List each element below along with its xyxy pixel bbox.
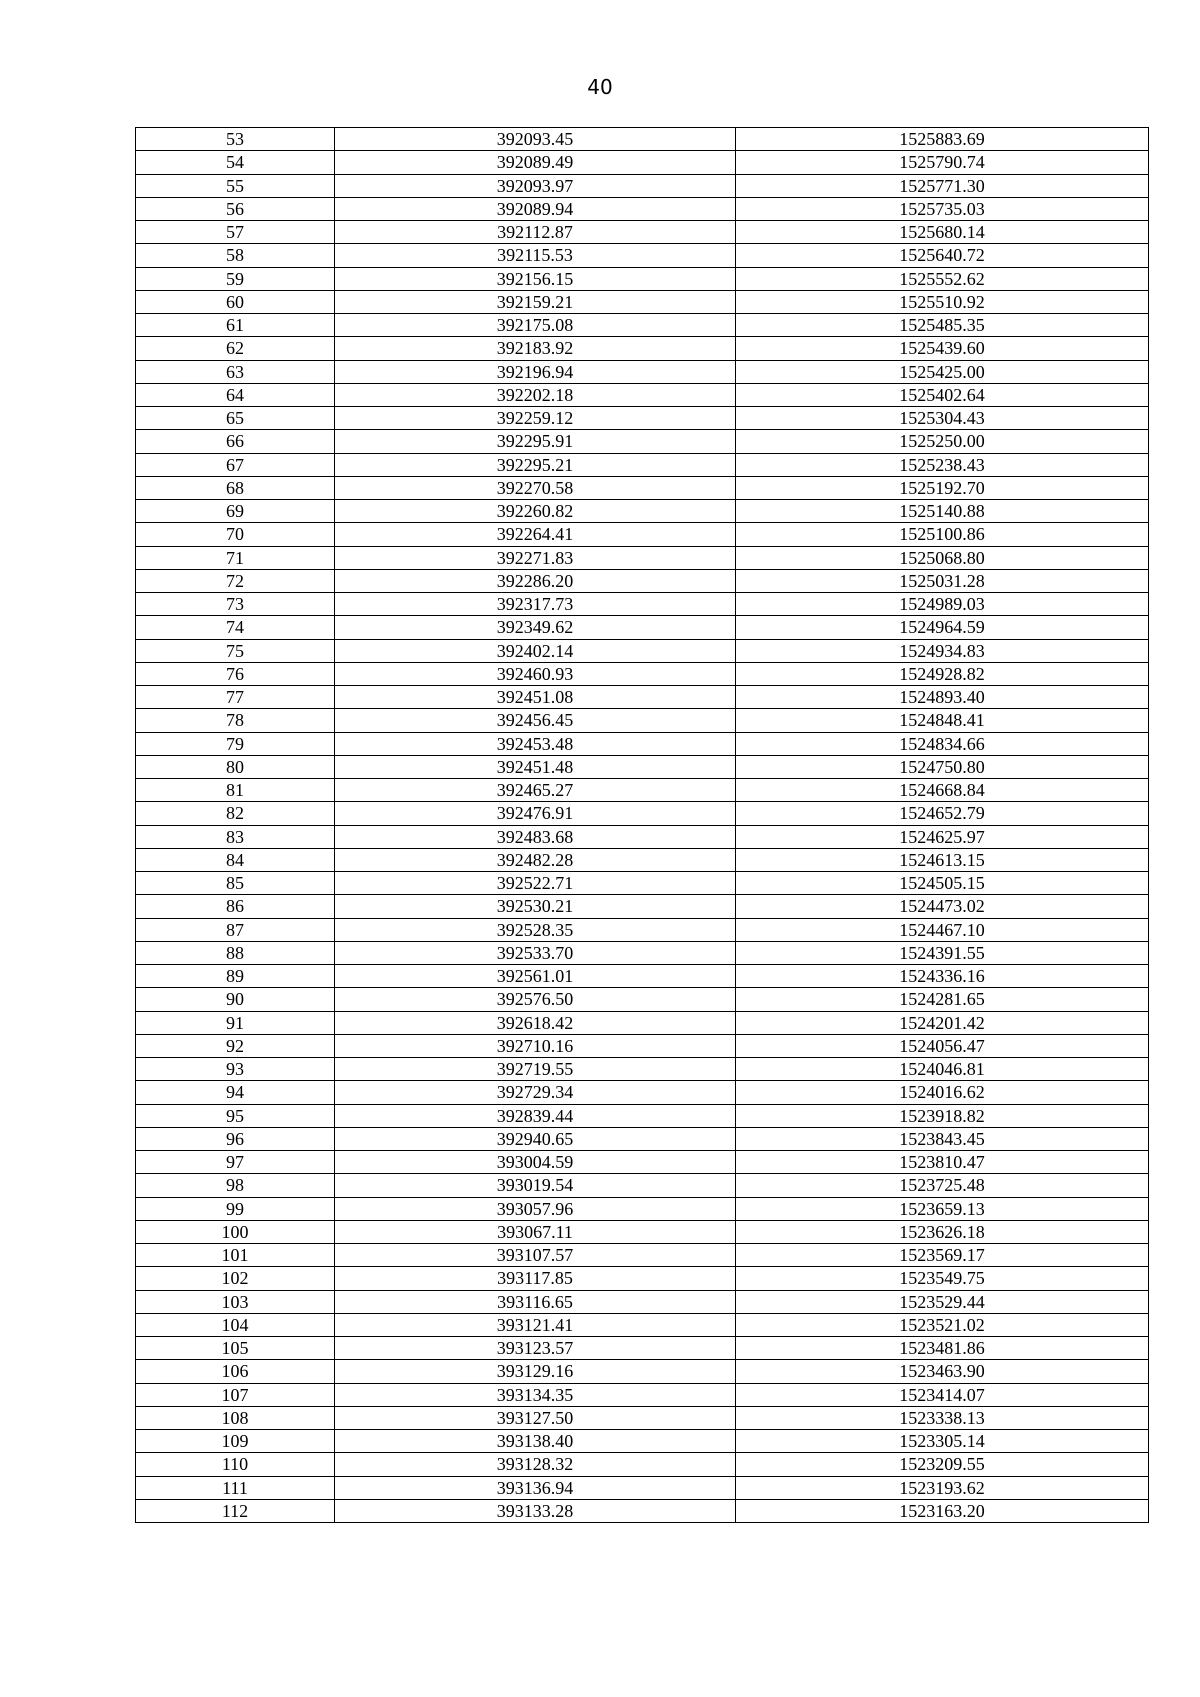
y-coordinate-cell: 1525510.92 [736,290,1149,313]
x-coordinate-cell: 393019.54 [335,1174,736,1197]
table-row [136,244,1149,267]
y-coordinate-cell: 1524056.47 [736,1034,1149,1057]
page-number: 40 [587,75,613,99]
x-coordinate-cell: 392576.50 [335,988,736,1011]
x-coordinate-cell: 392317.73 [335,593,736,616]
table-row [136,174,1149,197]
table-row [136,151,1149,174]
point-number-cell: 92 [136,1034,335,1057]
y-coordinate-cell: 1523843.45 [736,1127,1149,1150]
x-coordinate-cell: 392460.93 [335,662,736,685]
x-coordinate-cell: 393128.32 [335,1453,736,1476]
point-number-cell: 88 [136,941,335,964]
y-coordinate-cell: 1523626.18 [736,1220,1149,1243]
point-number-cell: 60 [136,290,335,313]
y-coordinate-cell: 1523725.48 [736,1174,1149,1197]
y-coordinate-cell: 1523338.13 [736,1406,1149,1429]
x-coordinate-cell: 393136.94 [335,1476,736,1499]
x-coordinate-cell: 392264.41 [335,523,736,546]
x-coordinate-cell: 393123.57 [335,1337,736,1360]
x-coordinate-cell: 392530.21 [335,895,736,918]
y-coordinate-cell: 1525485.35 [736,314,1149,337]
x-coordinate-cell: 393116.65 [335,1290,736,1313]
table-row [136,755,1149,778]
y-coordinate-cell: 1525068.80 [736,546,1149,569]
table-row [136,1313,1149,1336]
x-coordinate-cell: 392093.97 [335,174,736,197]
table-row [136,1244,1149,1267]
point-number-cell: 95 [136,1104,335,1127]
point-number-cell: 84 [136,848,335,871]
table-row [136,1383,1149,1406]
x-coordinate-cell: 392618.42 [335,1011,736,1034]
y-coordinate-cell: 1525250.00 [736,430,1149,453]
point-number-cell: 101 [136,1244,335,1267]
table-row [136,918,1149,941]
x-coordinate-cell: 392183.92 [335,337,736,360]
point-number-cell: 68 [136,476,335,499]
table-row [136,383,1149,406]
table-row [136,1430,1149,1453]
table-row [136,1267,1149,1290]
x-coordinate-cell: 392710.16 [335,1034,736,1057]
x-coordinate-cell: 392451.48 [335,755,736,778]
y-coordinate-cell: 1524046.81 [736,1058,1149,1081]
point-number-cell: 66 [136,430,335,453]
y-coordinate-cell: 1525439.60 [736,337,1149,360]
x-coordinate-cell: 392483.68 [335,825,736,848]
table-row [136,1127,1149,1150]
x-coordinate-cell: 393004.59 [335,1151,736,1174]
point-number-cell: 107 [136,1383,335,1406]
y-coordinate-cell: 1525031.28 [736,569,1149,592]
y-coordinate-cell: 1525735.03 [736,197,1149,220]
coordinates-table-body [136,128,1149,1523]
x-coordinate-cell: 392456.45 [335,709,736,732]
table-row [136,267,1149,290]
table-row [136,1290,1149,1313]
point-number-cell: 56 [136,197,335,220]
y-coordinate-cell: 1525771.30 [736,174,1149,197]
table-row [136,1104,1149,1127]
point-number-cell: 54 [136,151,335,174]
x-coordinate-cell: 392260.82 [335,500,736,523]
y-coordinate-cell: 1525425.00 [736,360,1149,383]
x-coordinate-cell: 392159.21 [335,290,736,313]
y-coordinate-cell: 1524016.62 [736,1081,1149,1104]
x-coordinate-cell: 392482.28 [335,848,736,871]
y-coordinate-cell: 1524467.10 [736,918,1149,941]
point-number-cell: 57 [136,221,335,244]
table-row [136,569,1149,592]
point-number-cell: 94 [136,1081,335,1104]
x-coordinate-cell: 392533.70 [335,941,736,964]
point-number-cell: 55 [136,174,335,197]
y-coordinate-cell: 1524625.97 [736,825,1149,848]
table-row [136,1011,1149,1034]
point-number-cell: 63 [136,360,335,383]
point-number-cell: 72 [136,569,335,592]
point-number-cell: 96 [136,1127,335,1150]
x-coordinate-cell: 392115.53 [335,244,736,267]
y-coordinate-cell: 1523209.55 [736,1453,1149,1476]
table-row [136,1174,1149,1197]
point-number-cell: 73 [136,593,335,616]
table-row [136,872,1149,895]
y-coordinate-cell: 1524834.66 [736,732,1149,755]
x-coordinate-cell: 393107.57 [335,1244,736,1267]
point-number-cell: 87 [136,918,335,941]
point-number-cell: 90 [136,988,335,1011]
table-row [136,639,1149,662]
x-coordinate-cell: 392839.44 [335,1104,736,1127]
y-coordinate-cell: 1525238.43 [736,453,1149,476]
x-coordinate-cell: 393134.35 [335,1383,736,1406]
point-number-cell: 111 [136,1476,335,1499]
y-coordinate-cell: 1524505.15 [736,872,1149,895]
y-coordinate-cell: 1524652.79 [736,802,1149,825]
y-coordinate-cell: 1524201.42 [736,1011,1149,1034]
x-coordinate-cell: 393067.11 [335,1220,736,1243]
table-row [136,732,1149,755]
point-number-cell: 86 [136,895,335,918]
point-number-cell: 112 [136,1499,335,1522]
table-row [136,802,1149,825]
point-number-cell: 106 [136,1360,335,1383]
point-number-cell: 82 [136,802,335,825]
point-number-cell: 108 [136,1406,335,1429]
table-row [136,1151,1149,1174]
point-number-cell: 77 [136,686,335,709]
x-coordinate-cell: 392940.65 [335,1127,736,1150]
x-coordinate-cell: 393138.40 [335,1430,736,1453]
x-coordinate-cell: 392451.08 [335,686,736,709]
x-coordinate-cell: 392089.49 [335,151,736,174]
y-coordinate-cell: 1524934.83 [736,639,1149,662]
y-coordinate-cell: 1523521.02 [736,1313,1149,1336]
y-coordinate-cell: 1525304.43 [736,407,1149,430]
table-row [136,407,1149,430]
point-number-cell: 61 [136,314,335,337]
table-row [136,662,1149,685]
y-coordinate-cell: 1524989.03 [736,593,1149,616]
x-coordinate-cell: 392175.08 [335,314,736,337]
table-row [136,290,1149,313]
table-row [136,988,1149,1011]
x-coordinate-cell: 392719.55 [335,1058,736,1081]
x-coordinate-cell: 392729.34 [335,1081,736,1104]
table-row [136,825,1149,848]
x-coordinate-cell: 393133.28 [335,1499,736,1522]
table-row [136,128,1149,151]
x-coordinate-cell: 392286.20 [335,569,736,592]
x-coordinate-cell: 393117.85 [335,1267,736,1290]
table-row [136,430,1149,453]
x-coordinate-cell: 392270.58 [335,476,736,499]
y-coordinate-cell: 1524964.59 [736,616,1149,639]
y-coordinate-cell: 1524281.65 [736,988,1149,1011]
point-number-cell: 53 [136,128,335,151]
table-row [136,593,1149,616]
point-number-cell: 62 [136,337,335,360]
point-number-cell: 83 [136,825,335,848]
y-coordinate-cell: 1525140.88 [736,500,1149,523]
table-row [136,1337,1149,1360]
point-number-cell: 85 [136,872,335,895]
table-row [136,197,1149,220]
table-row [136,523,1149,546]
y-coordinate-cell: 1523549.75 [736,1267,1149,1290]
table-row [136,686,1149,709]
x-coordinate-cell: 392259.12 [335,407,736,430]
table-row [136,546,1149,569]
y-coordinate-cell: 1524668.84 [736,779,1149,802]
y-coordinate-cell: 1523918.82 [736,1104,1149,1127]
y-coordinate-cell: 1523463.90 [736,1360,1149,1383]
point-number-cell: 71 [136,546,335,569]
x-coordinate-cell: 392453.48 [335,732,736,755]
y-coordinate-cell: 1524848.41 [736,709,1149,732]
x-coordinate-cell: 392089.94 [335,197,736,220]
point-number-cell: 98 [136,1174,335,1197]
table-row [136,337,1149,360]
point-number-cell: 64 [136,383,335,406]
point-number-cell: 65 [136,407,335,430]
table-row [136,1476,1149,1499]
point-number-cell: 81 [136,779,335,802]
x-coordinate-cell: 392112.87 [335,221,736,244]
y-coordinate-cell: 1525640.72 [736,244,1149,267]
y-coordinate-cell: 1523193.62 [736,1476,1149,1499]
x-coordinate-cell: 392202.18 [335,383,736,406]
y-coordinate-cell: 1524613.15 [736,848,1149,871]
table-row [136,1499,1149,1522]
point-number-cell: 93 [136,1058,335,1081]
table-row [136,848,1149,871]
y-coordinate-cell: 1523414.07 [736,1383,1149,1406]
x-coordinate-cell: 392156.15 [335,267,736,290]
y-coordinate-cell: 1524391.55 [736,941,1149,964]
table-row [136,1034,1149,1057]
coordinates-table [135,127,1149,1523]
point-number-cell: 70 [136,523,335,546]
x-coordinate-cell: 392196.94 [335,360,736,383]
x-coordinate-cell: 392271.83 [335,546,736,569]
point-number-cell: 80 [136,755,335,778]
table-row [136,779,1149,802]
point-number-cell: 79 [136,732,335,755]
table-row [136,1081,1149,1104]
x-coordinate-cell: 393121.41 [335,1313,736,1336]
y-coordinate-cell: 1523163.20 [736,1499,1149,1522]
point-number-cell: 59 [136,267,335,290]
point-number-cell: 58 [136,244,335,267]
table-row [136,1197,1149,1220]
point-number-cell: 89 [136,965,335,988]
x-coordinate-cell: 392561.01 [335,965,736,988]
point-number-cell: 100 [136,1220,335,1243]
table-row [136,476,1149,499]
y-coordinate-cell: 1524750.80 [736,755,1149,778]
y-coordinate-cell: 1525192.70 [736,476,1149,499]
point-number-cell: 67 [136,453,335,476]
x-coordinate-cell: 393057.96 [335,1197,736,1220]
table-row [136,1453,1149,1476]
table-row [136,360,1149,383]
table-row [136,1058,1149,1081]
table-row [136,616,1149,639]
x-coordinate-cell: 392522.71 [335,872,736,895]
y-coordinate-cell: 1523305.14 [736,1430,1149,1453]
y-coordinate-cell: 1525100.86 [736,523,1149,546]
y-coordinate-cell: 1525883.69 [736,128,1149,151]
x-coordinate-cell: 393127.50 [335,1406,736,1429]
point-number-cell: 103 [136,1290,335,1313]
x-coordinate-cell: 392476.91 [335,802,736,825]
x-coordinate-cell: 392093.45 [335,128,736,151]
point-number-cell: 91 [136,1011,335,1034]
point-number-cell: 97 [136,1151,335,1174]
table-row [136,941,1149,964]
point-number-cell: 76 [136,662,335,685]
x-coordinate-cell: 392349.62 [335,616,736,639]
x-coordinate-cell: 392402.14 [335,639,736,662]
x-coordinate-cell: 392528.35 [335,918,736,941]
y-coordinate-cell: 1523810.47 [736,1151,1149,1174]
table-row [136,965,1149,988]
y-coordinate-cell: 1523481.86 [736,1337,1149,1360]
point-number-cell: 105 [136,1337,335,1360]
y-coordinate-cell: 1525402.64 [736,383,1149,406]
x-coordinate-cell: 392295.91 [335,430,736,453]
x-coordinate-cell: 392295.21 [335,453,736,476]
x-coordinate-cell: 393129.16 [335,1360,736,1383]
table-row [136,709,1149,732]
point-number-cell: 69 [136,500,335,523]
table-row [136,895,1149,918]
point-number-cell: 78 [136,709,335,732]
y-coordinate-cell: 1525680.14 [736,221,1149,244]
y-coordinate-cell: 1524893.40 [736,686,1149,709]
y-coordinate-cell: 1523569.17 [736,1244,1149,1267]
table-row [136,1220,1149,1243]
table-row [136,453,1149,476]
point-number-cell: 110 [136,1453,335,1476]
table-row [136,1406,1149,1429]
point-number-cell: 74 [136,616,335,639]
y-coordinate-cell: 1524336.16 [736,965,1149,988]
table-row [136,1360,1149,1383]
y-coordinate-cell: 1524473.02 [736,895,1149,918]
point-number-cell: 109 [136,1430,335,1453]
point-number-cell: 99 [136,1197,335,1220]
point-number-cell: 104 [136,1313,335,1336]
table-row [136,221,1149,244]
point-number-cell: 102 [136,1267,335,1290]
table-row [136,314,1149,337]
y-coordinate-cell: 1523529.44 [736,1290,1149,1313]
point-number-cell: 75 [136,639,335,662]
y-coordinate-cell: 1524928.82 [736,662,1149,685]
table-row [136,500,1149,523]
y-coordinate-cell: 1525790.74 [736,151,1149,174]
y-coordinate-cell: 1523659.13 [736,1197,1149,1220]
x-coordinate-cell: 392465.27 [335,779,736,802]
y-coordinate-cell: 1525552.62 [736,267,1149,290]
